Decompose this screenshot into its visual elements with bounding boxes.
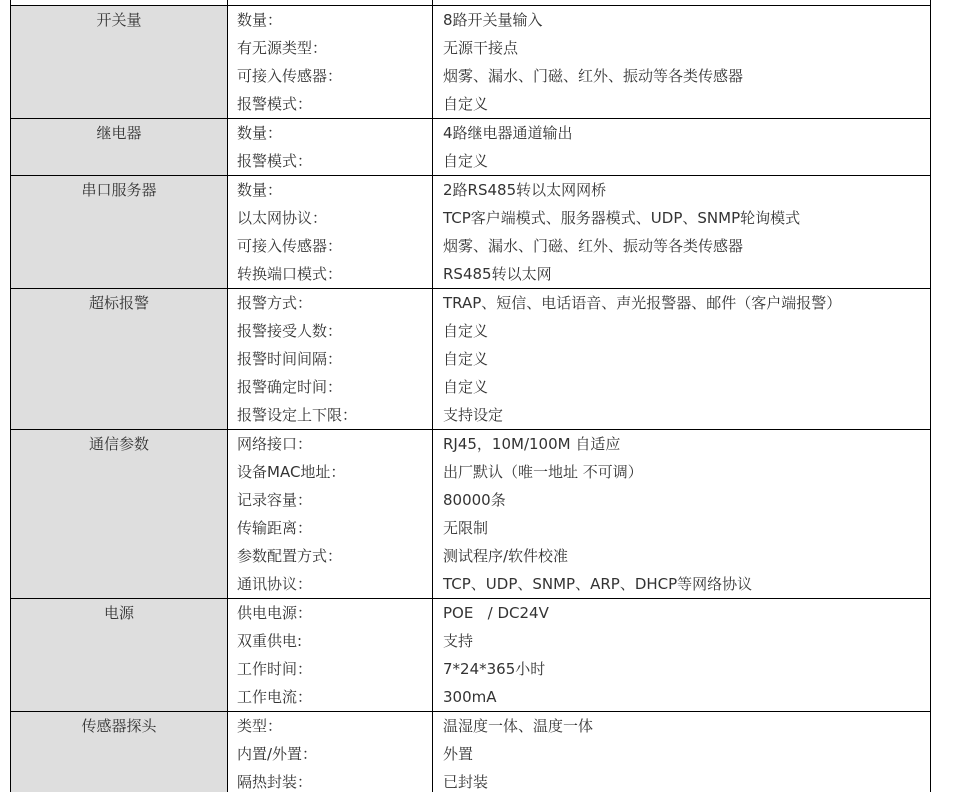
spec-key: 报警模式：: [237, 95, 313, 113]
category-cell: [11, 430, 228, 599]
category-cell: [11, 119, 228, 176]
spec-key: 报警接受人数：: [237, 322, 343, 340]
spec-key: 报警设定上下限：: [237, 406, 358, 424]
key-cell: [228, 599, 433, 712]
spec-value: POE / DC24V: [443, 604, 549, 622]
spec-value: 出厂默认（唯一地址 不可调）: [443, 463, 643, 481]
key-cell: [228, 176, 433, 289]
category-label: 超标报警: [88, 294, 149, 312]
table-row: [11, 430, 931, 599]
key-cell: [228, 119, 433, 176]
value-cell: [433, 712, 931, 792]
spec-value: 无限制: [443, 519, 489, 537]
spec-value: 无源干接点: [443, 39, 519, 57]
category-cell: [11, 176, 228, 289]
spec-key: 报警方式：: [237, 294, 313, 312]
spec-value: TRAP、短信、电话语音、声光报警器、邮件（客户端报警）: [443, 294, 842, 312]
spec-key: 记录容量：: [237, 491, 313, 509]
spec-value: TCP、UDP、SNMP、ARP、DHCP等网络协议: [443, 575, 753, 593]
spec-key: 工作时间：: [237, 660, 313, 678]
value-cell: [433, 289, 931, 430]
table-row: [11, 176, 931, 289]
category-cell: [11, 712, 228, 792]
spec-key: 类型：: [237, 717, 283, 735]
category-cell: [11, 6, 228, 119]
table-row: [11, 599, 931, 712]
spec-key: 内置/外置：: [237, 745, 318, 763]
spec-value: 300mA: [443, 688, 497, 706]
spec-key: 隔热封装：: [237, 773, 313, 791]
spec-value: 8路开关量输入: [443, 11, 543, 29]
spec-value: 2路RS485转以太网网桥: [443, 181, 607, 199]
spec-key: 报警模式：: [237, 152, 313, 170]
category-cell: [11, 289, 228, 430]
spec-value: 测试程序/软件校准: [443, 547, 569, 565]
value-cell: [433, 176, 931, 289]
table-row: [11, 6, 931, 119]
category-label: 通信参数: [88, 435, 149, 453]
spec-key: 双重供电:: [237, 632, 303, 650]
category-cell: [11, 599, 228, 712]
key-cell: [228, 6, 433, 119]
spec-value: TCP客户端模式、服务器模式、UDP、SNMP轮询模式: [443, 209, 801, 227]
spec-value: 烟雾、漏水、门磁、红外、振动等各类传感器: [443, 237, 744, 255]
category-label: 串口服务器: [81, 181, 157, 199]
category-label: 开关量: [96, 11, 142, 29]
spec-key: 有无源类型：: [237, 39, 328, 57]
spec-key: 设备MAC地址：: [237, 463, 346, 481]
table-row: [11, 289, 931, 430]
key-cell: [228, 712, 433, 792]
spec-value: 4路继电器通道输出: [443, 124, 573, 142]
table-row: [11, 119, 931, 176]
spec-value: 自定义: [443, 152, 489, 170]
table-row: [11, 712, 931, 792]
spec-value: 自定义: [443, 95, 489, 113]
value-cell: [433, 6, 931, 119]
spec-key: 工作电流：: [237, 688, 313, 706]
spec-value: RJ45，10M/100M 自适应: [443, 435, 621, 453]
spec-value: 烟雾、漏水、门磁、红外、振动等各类传感器: [443, 67, 744, 85]
spec-value: 自定义: [443, 350, 489, 368]
spec-key: 传输距离：: [237, 519, 313, 537]
spec-key: 报警时间间隔：: [237, 350, 343, 368]
key-cell: [228, 430, 433, 599]
spec-key: 数量：: [237, 11, 283, 29]
category-label: 传感器探头: [81, 717, 157, 735]
spec-value: RS485转以太网: [443, 265, 552, 283]
spec-key: 网络接口：: [237, 435, 313, 453]
spec-key: 可接入传感器：: [237, 237, 343, 255]
spec-key: 数量：: [237, 181, 283, 199]
spec-value: 支持设定: [443, 406, 504, 424]
spec-key: 以太网协议：: [237, 209, 328, 227]
spec-key: 通讯协议：: [237, 575, 313, 593]
spec-key: 参数配置方式：: [237, 547, 343, 565]
spec-value: 已封装: [443, 773, 489, 791]
spec-value: 7*24*365小时: [443, 660, 546, 678]
value-cell: [433, 599, 931, 712]
spec-table: [10, 5, 931, 792]
spec-value: 温湿度一体、温度一体: [443, 717, 594, 735]
spec-value: 自定义: [443, 322, 489, 340]
spec-value: 80000条: [443, 491, 506, 509]
spec-key: 供电电源：: [237, 604, 313, 622]
category-label: 电源: [103, 604, 134, 622]
spec-value: 支持: [443, 632, 474, 650]
spec-key: 转换端口模式：: [237, 265, 343, 283]
spec-key: 可接入传感器：: [237, 67, 343, 85]
spec-value: 自定义: [443, 378, 489, 396]
value-cell: [433, 430, 931, 599]
key-cell: [228, 289, 433, 430]
spec-key: 数量：: [237, 124, 283, 142]
value-cell: [433, 119, 931, 176]
category-label: 继电器: [96, 124, 142, 142]
spec-value: 外置: [443, 745, 474, 763]
spec-key: 报警确定时间：: [237, 378, 343, 396]
